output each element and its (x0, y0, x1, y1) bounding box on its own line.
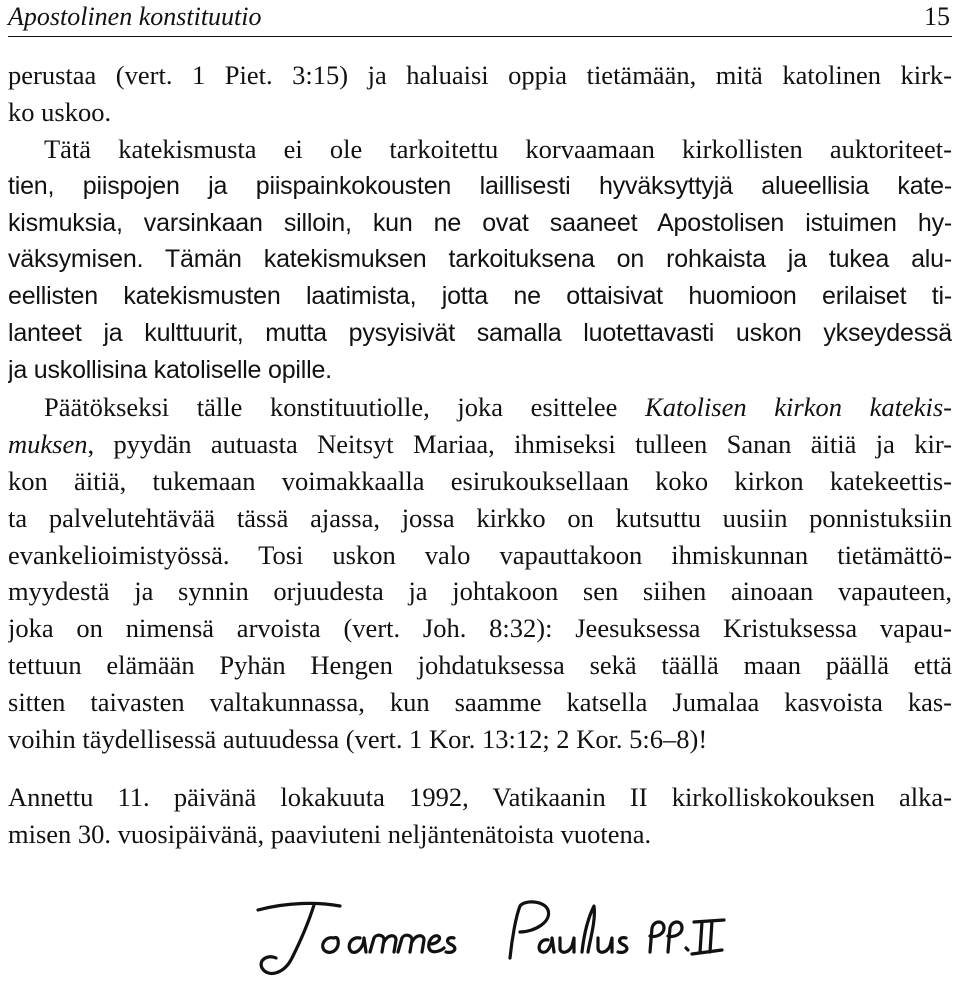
body-text (8, 57, 952, 853)
handwritten-signature (248, 892, 738, 987)
text-run: , pyydän autuasta Neitsyt Mariaa, ihmiseksi tulleen Sanan äitiä ja kir- (87, 428, 952, 459)
running-title: Apostolinen konstituutio (8, 2, 262, 31)
text-line: joka on nimensä arvoista (vert. Joh. 8:32): Jeesuksessa Kristuksessa vapau- (8, 613, 952, 644)
text-line: sitten taivasten valtakunnassa, kun saamme katsella Jumalaa kasvoista kas- (8, 687, 952, 718)
running-header (8, 0, 952, 37)
text-line: eellisten katekismusten laatimista, jotta ne ottaisivat huomioon erilaiset ti- (8, 282, 952, 311)
text-run: Päätökseksi tälle konstituutiolle, joka esittelee (44, 392, 646, 423)
text-line: Tätä katekismusta ei ole tarkoitettu korvaamaan kirkollisten auktoriteet- (44, 133, 952, 164)
text-line: perustaa (vert. 1 Piet. 3:15) ja haluaisi oppia tietämään, mitä katolinen kirk- (8, 60, 952, 90)
signature-drawing (248, 892, 738, 987)
text-line: ta palvelutehtävää tässä ajassa, jossa kirkko on kutsuttu uusiin ponnistuksiin (8, 502, 952, 533)
text-line: misen 30. vuosipäivänä, paaviuteni neljäntenätoista vuotena. (8, 818, 652, 849)
text-line: tien, piispojen ja piispainkokousten laillisesti hyväksyttyjä alueellisia kate- (8, 171, 952, 200)
text-line: lanteet ja kulttuurit, mutta pysyisivät samalla luotettavasti uskon ykseydessä (8, 319, 952, 348)
text-line (8, 426, 952, 463)
book-title-italic: muksen (8, 428, 88, 459)
text-line: voihin täydellisessä autuudessa (vert. 1 Kor. 13:12; 2 Kor. 5:6–8)! (8, 724, 708, 755)
text-line: myydestä ja synnin orjuudesta ja johtakoon sen siihen ainoaan vapauteen, (8, 576, 952, 607)
text-line: tettuun elämään Pyhän Hengen johdatuksessa sekä täällä maan päällä että (8, 650, 952, 681)
page-number: 15 (924, 2, 950, 31)
text-line: ko uskoo. (8, 96, 112, 127)
text-line: kismuksia, varsinkaan silloin, kun ne ovat saaneet Apostolisen istuimen hy- (8, 208, 952, 237)
book-title-italic: Katolisen kirkon katekis- (645, 392, 952, 423)
text-line: kon äitiä, tukemaan voimakkaalla esirukouksellaan koko kirkon katekeettis- (8, 465, 952, 496)
text-line: väksymisen. Tämän katekismuksen tarkoituksena on rohkaista ja tukea alu- (8, 245, 952, 274)
text-line (8, 389, 952, 426)
text-line: ja uskollisina katoliselle opille. (8, 356, 332, 385)
text-line: Annettu 11. päivänä lokakuuta 1992, Vatikaanin II kirkolliskokouksen alka- (8, 781, 952, 812)
text-line: evankelioimistyössä. Tosi uskon valo vapauttakoon ihmiskunnan tietämättö- (8, 539, 952, 570)
